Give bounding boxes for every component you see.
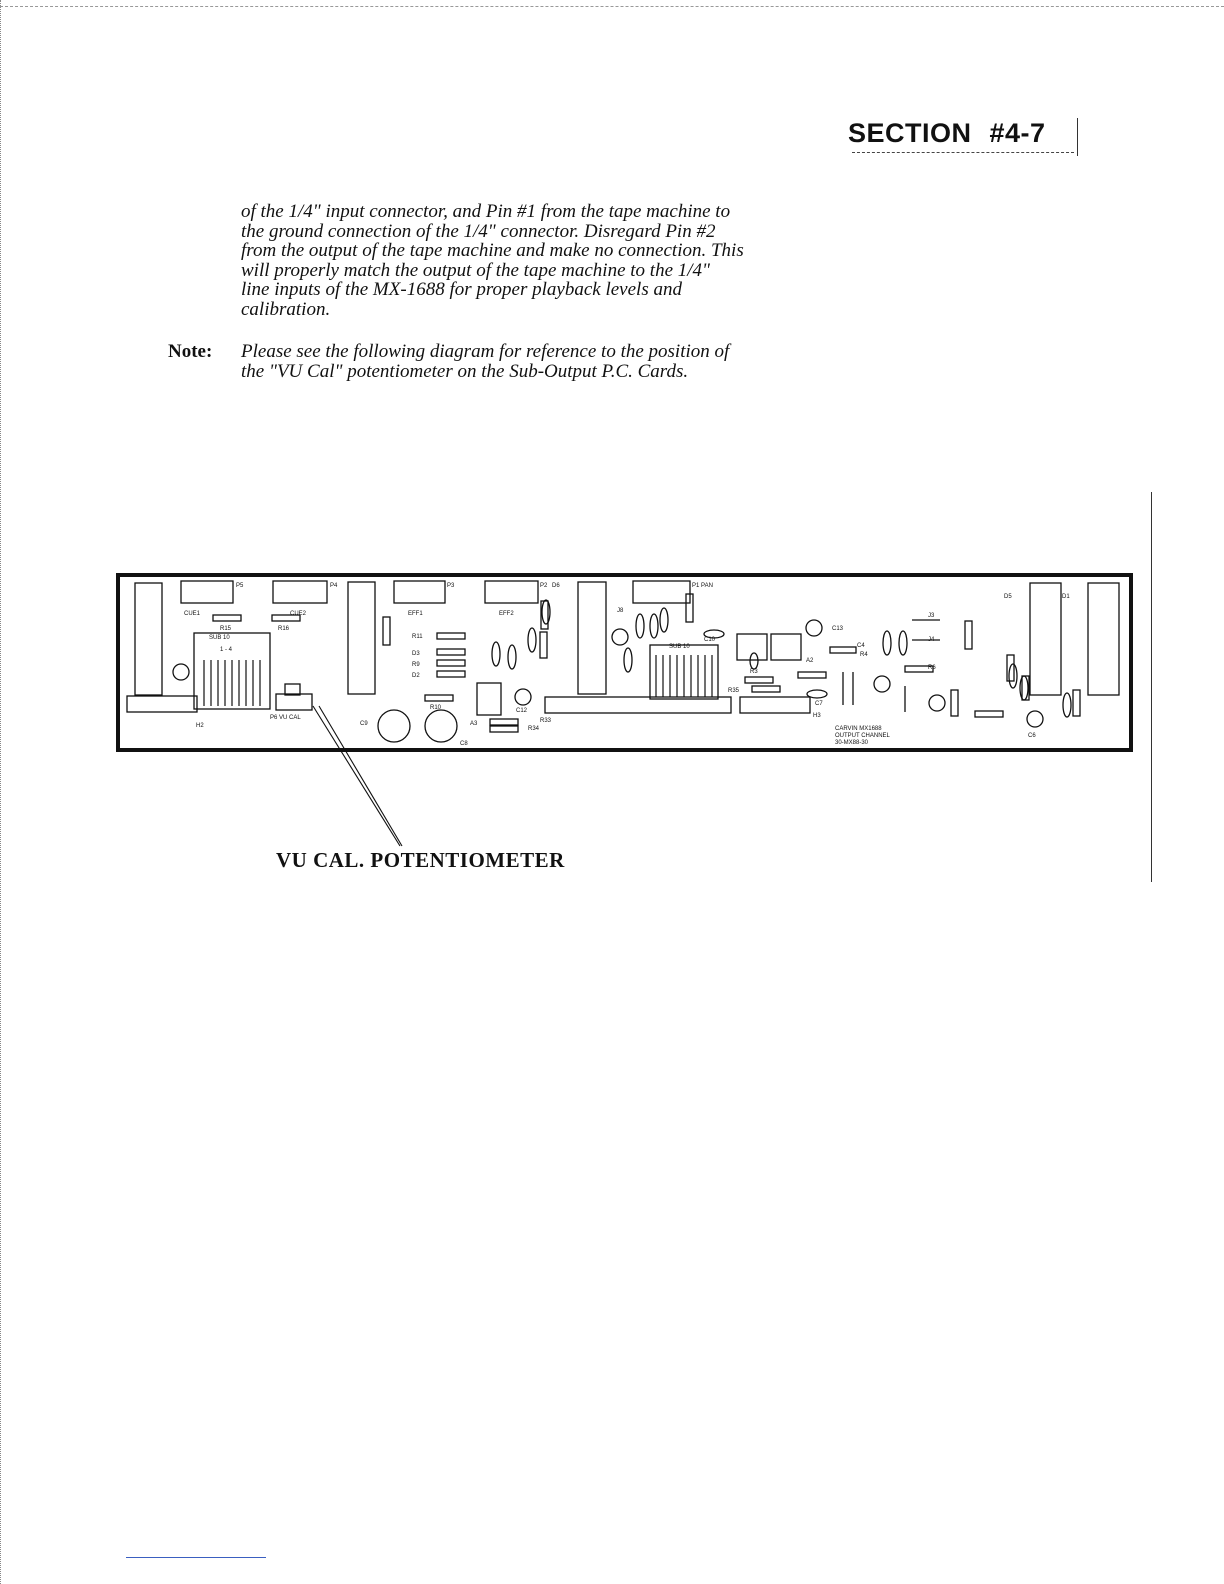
solo-header	[1088, 583, 1119, 695]
label-maker: CARVIN MX1688	[835, 726, 882, 732]
cap-c5	[528, 628, 536, 652]
note-line: the "VU Cal" potentiometer on the Sub-Output P.C. Cards.	[241, 360, 689, 382]
label-r34: R34	[528, 726, 540, 732]
label-d6: D6	[552, 583, 560, 589]
eff-pre-post-header	[348, 582, 375, 694]
cap-r19	[650, 614, 658, 638]
label-c12: C12	[516, 708, 528, 714]
label-r4: R4	[860, 652, 868, 658]
mute-header	[1030, 583, 1061, 695]
label-c13: C13	[832, 626, 844, 632]
ic-a2	[771, 634, 801, 660]
label-r6: R6	[928, 665, 936, 671]
label-c9: C9	[360, 721, 368, 727]
cap-c2	[1020, 676, 1028, 700]
label-a3: A3	[470, 721, 478, 727]
connector-h3	[740, 697, 810, 713]
cap-d	[750, 653, 758, 669]
label-eff2: EFF2	[499, 611, 514, 617]
note-label: Note:	[168, 341, 213, 362]
resistor-d2	[437, 671, 465, 677]
switch-p1	[633, 581, 690, 603]
cap-c6b	[1027, 711, 1043, 727]
label-p3: P3	[447, 583, 455, 589]
resistor-r6b	[975, 711, 1003, 717]
label-r11: R11	[412, 634, 423, 640]
label-a2: A2	[806, 658, 814, 664]
ic-a1	[737, 634, 767, 660]
label-d1: D1	[1062, 594, 1070, 600]
vu-cal-pot	[276, 694, 312, 710]
body-line: from the output of the tape machine and make no connection. This	[241, 240, 744, 261]
label-c7: C7	[815, 701, 823, 707]
resistor-r34	[490, 726, 518, 732]
cap-c8	[899, 631, 907, 655]
section-number: #4-7	[989, 118, 1046, 148]
callout-leader	[313, 706, 400, 846]
label-c8: C8	[460, 741, 468, 747]
cap-d6	[929, 695, 945, 711]
cap-j8	[612, 629, 628, 645]
footer-line	[126, 1557, 266, 1558]
label-p1: P1 PAN	[692, 583, 713, 589]
label-h2: H2	[196, 723, 204, 729]
resistor-v4	[965, 621, 972, 649]
label-j8: J8	[617, 608, 624, 614]
label-r33: R33	[540, 718, 552, 724]
label-p5: P5	[236, 583, 244, 589]
vu-cal-knob	[285, 684, 300, 695]
resistor-v9	[540, 632, 547, 658]
label-c6: C6	[1028, 733, 1036, 739]
right-margin-rule	[1151, 492, 1152, 882]
body-line: will properly match the output of the tape machine to the 1/4"	[241, 259, 711, 281]
label-r16: R16	[278, 626, 290, 632]
tape-header	[578, 582, 606, 694]
cap-c9	[378, 710, 410, 742]
label-c4: C4	[857, 643, 865, 649]
connector-h2	[127, 696, 197, 712]
label-card: OUTPUT CHANNEL	[835, 733, 890, 739]
resistor-r15	[213, 615, 241, 621]
cap-r20	[636, 614, 644, 638]
label-j4: J4	[928, 637, 935, 643]
vu-cal-callout-label: VU CAL. POTENTIOMETER	[276, 848, 565, 872]
label-d5: D5	[1004, 594, 1012, 600]
ic-a3	[477, 683, 501, 715]
cap-c11	[624, 648, 632, 672]
label-r9: R9	[412, 662, 420, 668]
label-cue2: CUE2	[290, 611, 307, 617]
label-j3: J3	[928, 613, 935, 619]
label-cue1: CUE1	[184, 611, 201, 617]
body-line: line inputs of the MX-1688 for proper playback levels and	[241, 279, 682, 300]
cap-c1	[1009, 664, 1017, 688]
cap-c15	[874, 676, 890, 692]
switch-p4	[273, 581, 327, 603]
cap-c8b	[425, 710, 457, 742]
label-sub-range: 1 - 4	[220, 647, 233, 653]
cap-c3b	[508, 645, 516, 669]
label-r10: R10	[430, 705, 442, 711]
cap-r18	[660, 608, 668, 632]
label-r35: R35	[728, 688, 740, 694]
section-label: SECTION	[848, 118, 972, 148]
label-part: 30-MX88-30	[835, 740, 869, 746]
resistor-v7	[1073, 690, 1080, 716]
resistor-d3	[437, 649, 465, 655]
resistor-r4	[830, 647, 856, 653]
resistor-r33	[490, 719, 518, 725]
resistor-r34b	[798, 672, 826, 678]
resistor-r35	[752, 686, 780, 692]
resistor-v5	[951, 690, 958, 716]
resistor-r9	[437, 660, 465, 666]
cap-r8	[883, 631, 891, 655]
label-d3: D3	[412, 651, 420, 657]
resistor-r10	[425, 695, 453, 701]
label-p6: P6 VU CAL	[270, 715, 301, 721]
label-d2: D2	[412, 673, 420, 679]
note-line: Please see the following diagram for reference to the position of	[241, 341, 730, 362]
label-r3: R3	[750, 669, 758, 675]
label-r15: R15	[220, 626, 232, 632]
resistor-v1	[383, 617, 390, 645]
label-p2: P2	[540, 583, 548, 589]
label-p4: P4	[330, 583, 338, 589]
cap-c3	[492, 642, 500, 666]
cap-h1	[515, 689, 531, 705]
resistor-r3	[745, 677, 773, 683]
cap-d4	[542, 600, 550, 624]
resistor-r11	[437, 633, 465, 639]
switch-p3	[394, 581, 445, 603]
switch-p5	[181, 581, 233, 603]
switch-p2	[485, 581, 538, 603]
body-line: calibration.	[241, 298, 331, 320]
label-h3: H3	[813, 713, 821, 719]
body-line: the ground connection of the 1/4" connector. Disregard Pin #2	[241, 220, 716, 242]
label-sub: SUB 10	[209, 635, 230, 641]
cap-c13	[806, 620, 822, 636]
cap-c6	[1063, 693, 1071, 717]
label-c10: C10	[704, 637, 716, 643]
cue-pre-post-header	[135, 583, 162, 695]
body-line: of the 1/4" input connector, and Pin #1 from the tape machine to	[241, 201, 731, 222]
label-sub-2: SUB 10	[669, 644, 690, 650]
cap-c14	[173, 664, 189, 680]
label-eff1: EFF1	[408, 611, 423, 617]
